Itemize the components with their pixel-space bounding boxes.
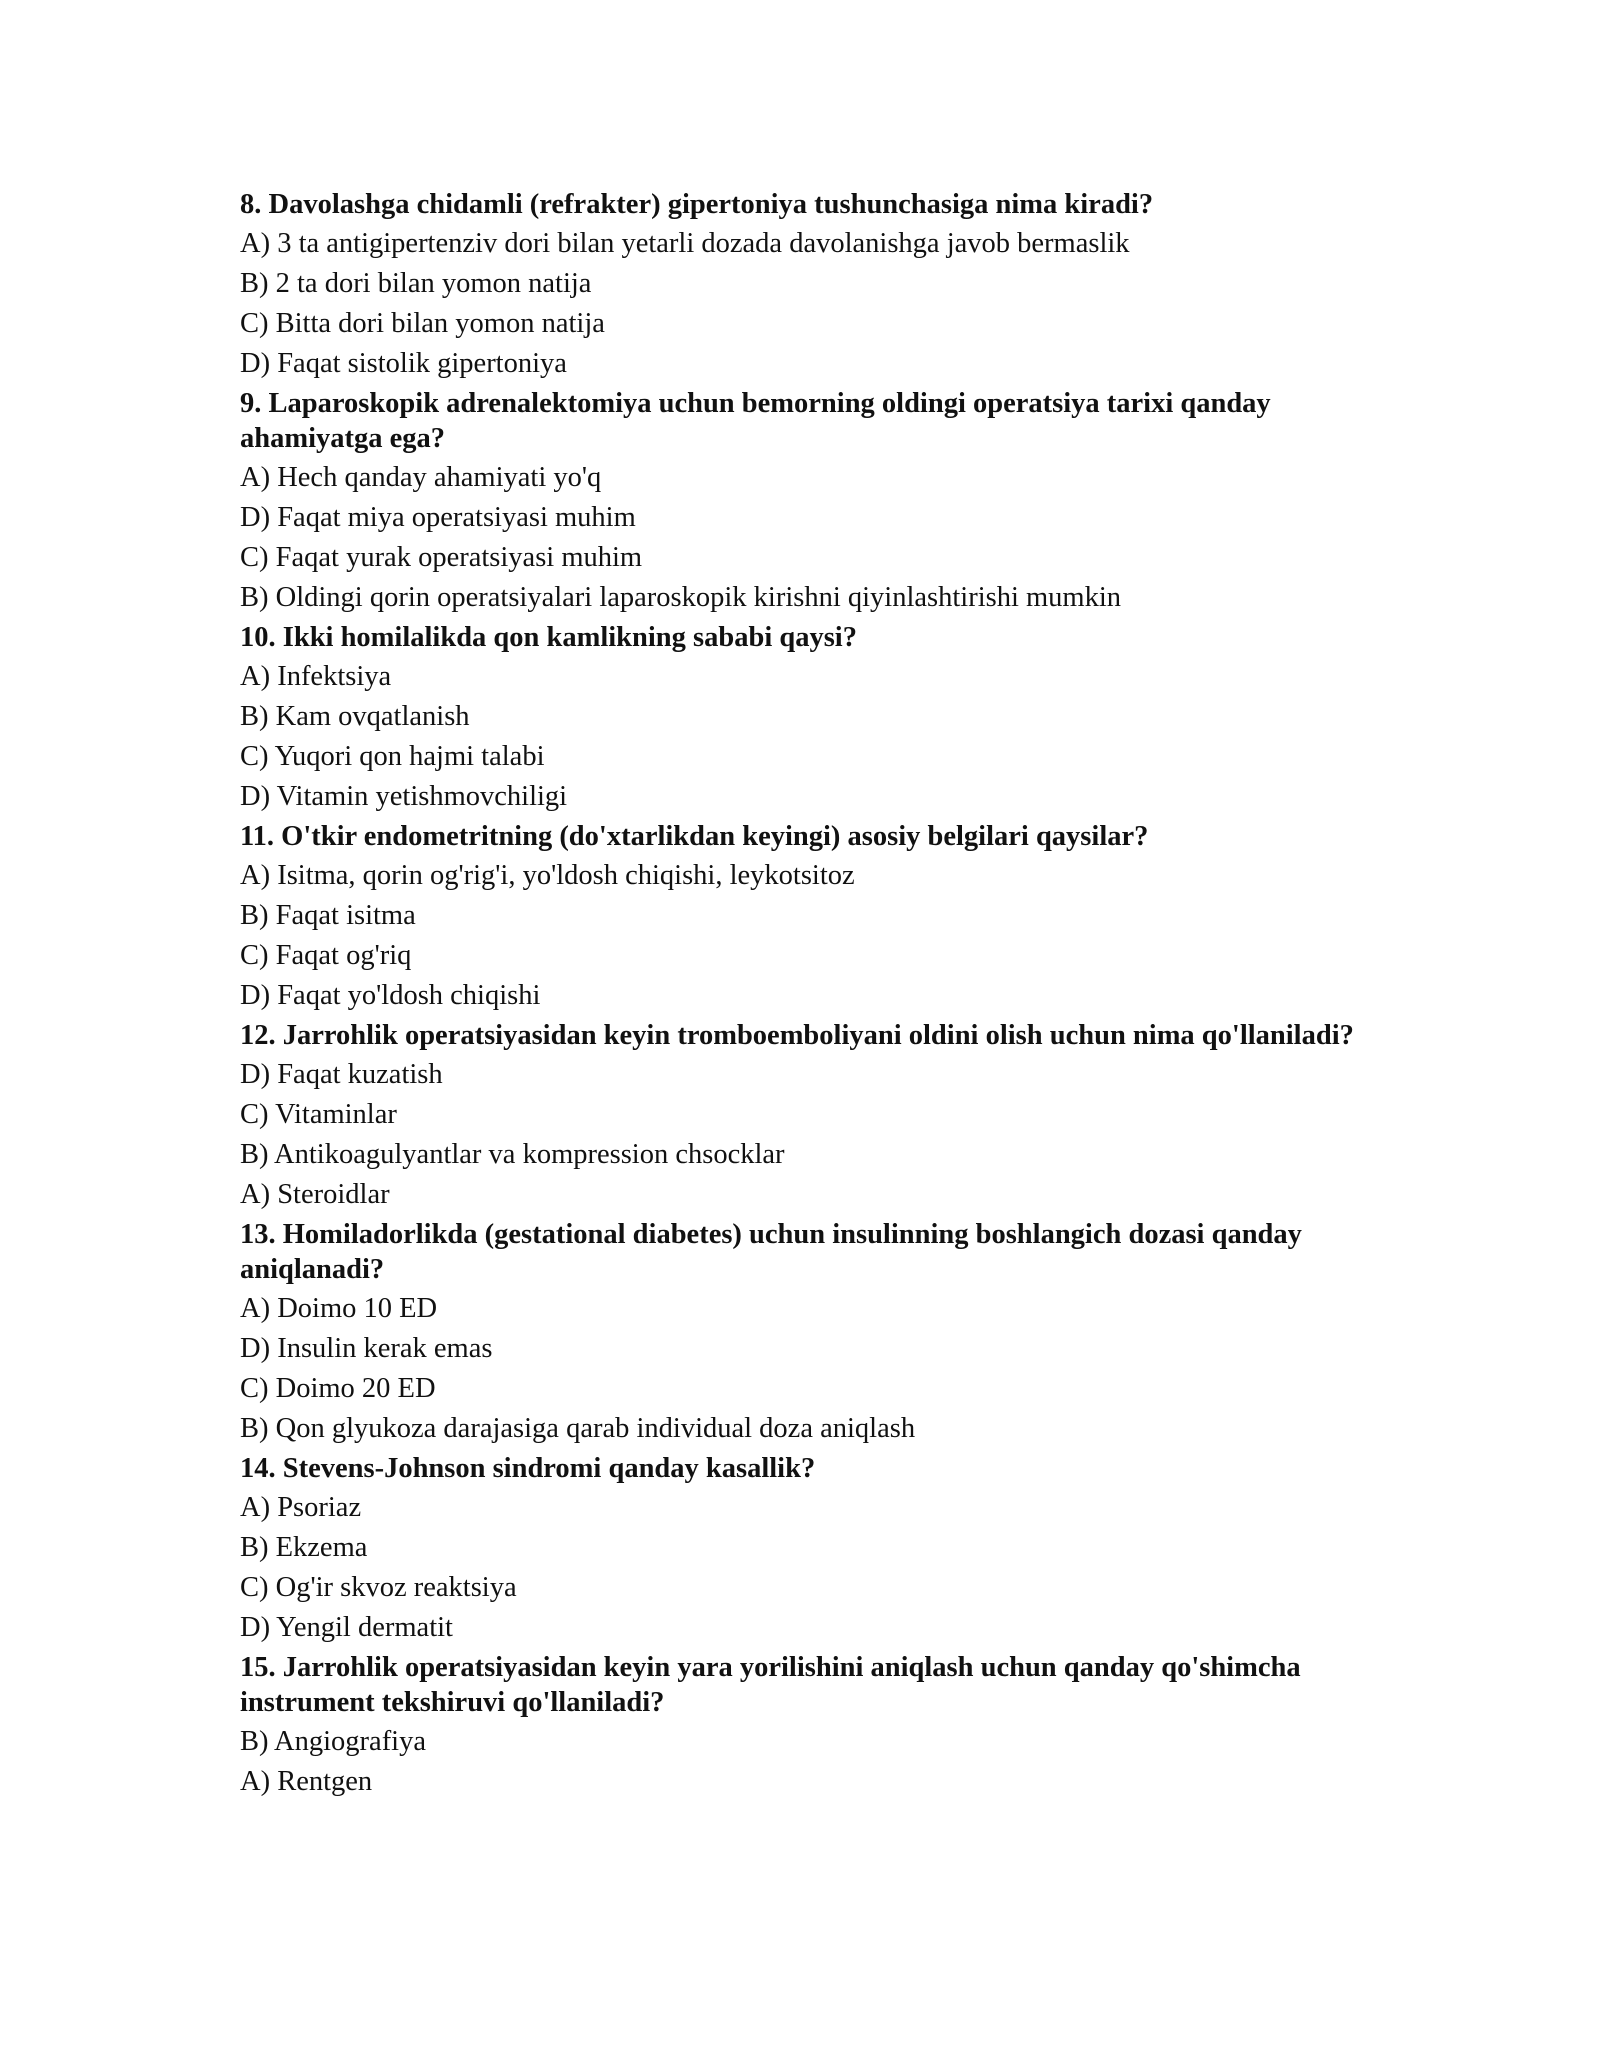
option-8-3: C) Bitta dori bilan yomon natija xyxy=(240,308,605,339)
option-14-4: D) Yengil dermatit xyxy=(240,1612,453,1643)
option-12-2: C) Vitaminlar xyxy=(240,1099,397,1130)
option-13-4: B) Qon glyukoza darajasiga qarab individual doza aniqlash xyxy=(240,1413,916,1444)
option-10-2: B) Kam ovqatlanish xyxy=(240,701,470,732)
option-8-4: D) Faqat sistolik gipertoniya xyxy=(240,348,567,379)
option-14-2: B) Ekzema xyxy=(240,1532,368,1563)
option-11-4: D) Faqat yo'ldosh chiqishi xyxy=(240,980,541,1011)
option-9-1: A) Hech qanday ahamiyati yo'q xyxy=(240,462,602,493)
option-11-3: C) Faqat og'riq xyxy=(240,940,412,971)
option-9-3: C) Faqat yurak operatsiyasi muhim xyxy=(240,542,643,573)
question-11: 11. O'tkir endometritning (do'xtarlikdan keyingi) asosiy belgilari qaysilar? xyxy=(240,821,1149,852)
option-14-1: A) Psoriaz xyxy=(240,1492,362,1523)
option-8-1: A) 3 ta antigipertenziv dori bilan yetarli dozada davolanishga javob bermaslik xyxy=(240,228,1130,259)
option-8-2: B) 2 ta dori bilan yomon natija xyxy=(240,268,592,299)
option-14-3: C) Og'ir skvoz reaktsiya xyxy=(240,1572,517,1603)
option-9-4: B) Oldingi qorin operatsiyalari laparoskopik kirishni qiyinlashtirishi mumkin xyxy=(240,582,1122,613)
option-11-1: A) Isitma, qorin og'rig'i, yo'ldosh chiqishi, leykotsitoz xyxy=(240,860,855,891)
question-8: 8. Davolashga chidamli (refrakter) gipertoniya tushunchasiga nima kiradi? xyxy=(240,189,1154,220)
question-10: 10. Ikki homilalikda qon kamlikning sababi qaysi? xyxy=(240,622,857,653)
question-15: 15. Jarrohlik operatsiyasidan keyin yara yorilishini aniqlash uchun qanday qo'shimcha instrument tekshiruvi qo'llaniladi? xyxy=(240,1652,1301,1718)
option-12-4: A) Steroidlar xyxy=(240,1179,390,1210)
option-15-2: A) Rentgen xyxy=(240,1766,373,1797)
option-10-3: C) Yuqori qon hajmi talabi xyxy=(240,741,545,772)
question-13: 13. Homiladorlikda (gestational diabetes) uchun insulinning boshlangich dozasi qanday aniqlanadi? xyxy=(240,1219,1302,1285)
option-11-2: B) Faqat isitma xyxy=(240,900,416,931)
option-13-1: A) Doimo 10 ED xyxy=(240,1293,438,1324)
option-10-4: D) Vitamin yetishmovchiligi xyxy=(240,781,568,812)
option-13-2: D) Insulin kerak emas xyxy=(240,1333,493,1364)
question-9: 9. Laparoskopik adrenalektomiya uchun bemorning oldingi operatsiya tarixi qanday ahamiyatga ega? xyxy=(240,388,1271,454)
option-12-1: D) Faqat kuzatish xyxy=(240,1059,443,1090)
question-14: 14. Stevens-Johnson sindromi qanday kasallik? xyxy=(240,1453,816,1484)
option-9-2: D) Faqat miya operatsiyasi muhim xyxy=(240,502,636,533)
option-10-1: A) Infektsiya xyxy=(240,661,392,692)
option-12-3: B) Antikoagulyantlar va kompression chsocklar xyxy=(240,1139,785,1170)
option-15-1: B) Angiografiya xyxy=(240,1726,427,1757)
document-page xyxy=(240,187,1420,1799)
question-12: 12. Jarrohlik operatsiyasidan keyin tromboemboliyani oldini olish uchun nima qo'llaniladi? xyxy=(240,1020,1354,1051)
option-13-3: C) Doimo 20 ED xyxy=(240,1373,436,1404)
